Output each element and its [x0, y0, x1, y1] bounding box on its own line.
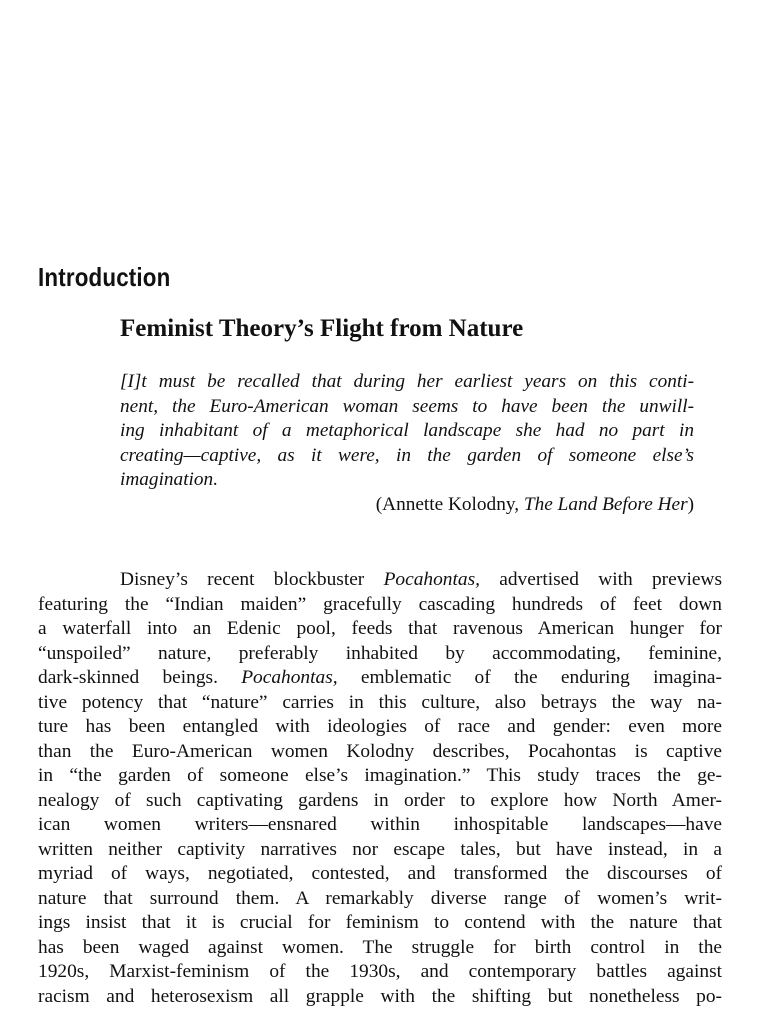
- body-line-text: than the Euro-American women Kolodny describes, Pocahontas is captive: [38, 740, 722, 762]
- body-line: [38, 838, 722, 863]
- body-line-text: “unspoiled” nature, preferably inhabited by accommodating, feminine,: [38, 642, 722, 664]
- section-title: Feminist Theory’s Flight from Nature: [120, 315, 524, 342]
- body-line-text: ture has been entangled with ideologies of race and gender: even more: [38, 716, 722, 737]
- epigraph-line: imagination.: [120, 469, 219, 491]
- body-line: [38, 911, 722, 936]
- body-line-text: dark-skinned beings.: [38, 667, 242, 688]
- epigraph-line: nent, the Euro-American woman seems to have been the unwill-: [120, 395, 694, 417]
- epigraph-line: [I]t must be recalled that during her earliest years on this conti-: [120, 371, 694, 392]
- body-line: [38, 617, 722, 642]
- body-line: [38, 960, 722, 985]
- body-line-text: 1920s, Marxist-feminism of the 1930s, and contemporary battles against: [38, 961, 722, 982]
- body-line: [38, 691, 722, 716]
- body-line: [38, 593, 722, 618]
- body-line-text: tive potency that “nature” carries in this culture, also betrays the way na-: [38, 691, 722, 713]
- epigraph-attribution: [376, 494, 694, 516]
- body-line-text: featuring the “Indian maiden” gracefully cascading hundreds of feet down: [38, 593, 722, 615]
- body-line-text: ings insist that it is crucial for feminism to contend with the nature that: [38, 912, 722, 933]
- body-line-text: written neither captivity narratives nor escape tales, but have instead, in a: [38, 838, 722, 860]
- body-line-text: myriad of ways, negotiated, contested, and transformed the discourses of: [38, 863, 722, 884]
- body-line: [38, 764, 722, 789]
- attribution-close: ): [687, 494, 694, 515]
- body-line: [38, 936, 722, 961]
- body-line-italic: Pocahontas,: [241, 667, 338, 688]
- body-line-text: emblematic of the enduring imagina-: [337, 667, 722, 688]
- body-line: [38, 666, 722, 691]
- epigraph-line: ing inhabitant of a metaphorical landscape she had no part in: [120, 420, 694, 442]
- body-line-text: racism and heterosexism all grapple with the shifting but nonetheless po-: [38, 985, 722, 1007]
- body-line: [38, 789, 722, 814]
- body-line-text: ican women writers—ensnared within inhospitable landscapes—have: [38, 814, 722, 835]
- body-line: [38, 740, 722, 765]
- epigraph-line: creating—captive, as it were, in the garden of someone else’s: [120, 444, 694, 466]
- body-line: [38, 985, 722, 1010]
- body-line: [38, 887, 722, 912]
- attribution-author: (Annette Kolodny,: [375, 494, 524, 515]
- epigraph: [120, 370, 694, 493]
- body-line-text: Disney’s recent blockbuster: [120, 569, 384, 590]
- body-line: [38, 642, 722, 667]
- body-line: [38, 568, 722, 593]
- body-paragraph: [38, 568, 722, 1009]
- attribution-work-title: The Land Before Her: [523, 494, 688, 515]
- body-line-italic: Pocahontas,: [383, 569, 480, 590]
- body-line-text: has been waged against women. The struggle for birth control in the: [38, 936, 722, 958]
- body-line-text: a waterfall into an Edenic pool, feeds that ravenous American hunger for: [38, 618, 722, 639]
- body-line-text: in “the garden of someone else’s imagination.” This study traces the ge-: [38, 765, 722, 786]
- body-line: [38, 715, 722, 740]
- body-line-text: nealogy of such captivating gardens in order to explore how North Amer-: [38, 789, 722, 811]
- body-line-text: nature that surround them. A remarkably diverse range of women’s writ-: [38, 887, 722, 909]
- body-line: [38, 813, 722, 838]
- body-line: [38, 862, 722, 887]
- body-line-text: advertised with previews: [479, 569, 722, 590]
- chapter-heading: Introduction: [38, 262, 171, 292]
